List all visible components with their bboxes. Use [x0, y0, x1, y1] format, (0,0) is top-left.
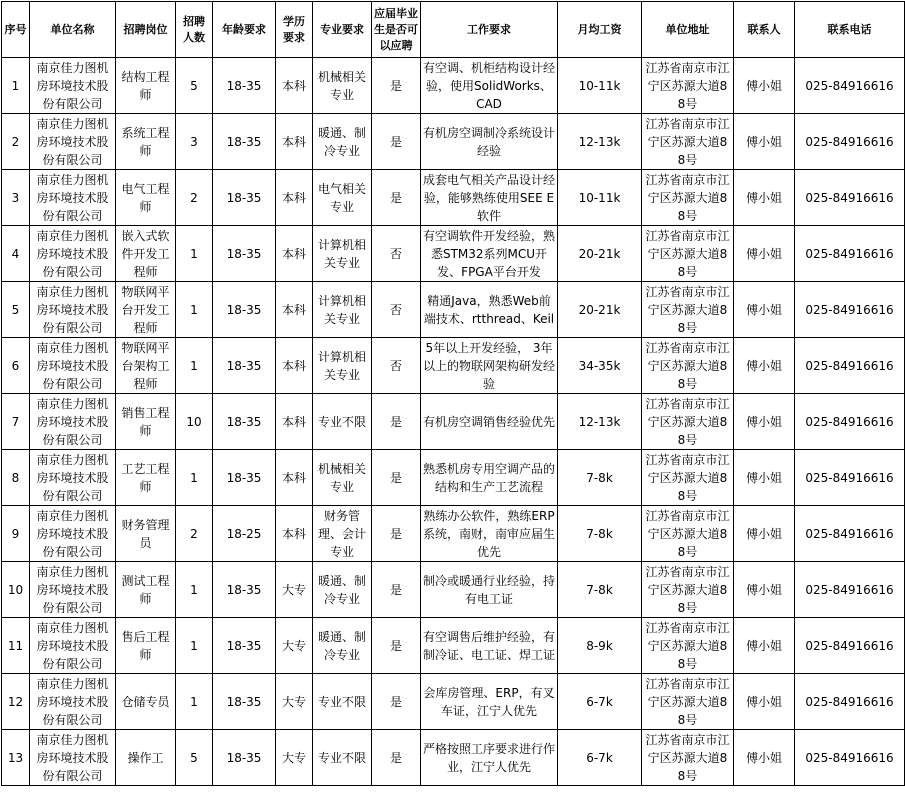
cell-company: 南京佳力图机房环境技术股份有限公司 — [30, 338, 116, 394]
cell-company: 南京佳力图机房环境技术股份有限公司 — [30, 226, 116, 282]
cell-age: 18-25 — [213, 506, 276, 562]
cell-contact: 傅小姐 — [734, 674, 795, 730]
table-row — [2, 450, 905, 506]
cell-age: 18-35 — [213, 226, 276, 282]
cell-education: 本科 — [276, 282, 313, 338]
cell-major: 计算机相关专业 — [313, 338, 372, 394]
cell-job-requirements: 有空调、机柜结构设计经验，使用SolidWorks、CAD — [421, 58, 558, 114]
cell-fresh-grad: 是 — [372, 170, 421, 226]
header-headcount: 招聘人数 — [176, 2, 213, 58]
table-body — [2, 58, 905, 786]
cell-age: 18-35 — [213, 170, 276, 226]
cell-position: 物联网平台开发工程师 — [116, 282, 176, 338]
table-row — [2, 114, 905, 170]
cell-headcount: 2 — [176, 170, 213, 226]
cell-major: 暖通、制冷专业 — [313, 618, 372, 674]
cell-salary: 20-21k — [558, 282, 642, 338]
table-row — [2, 338, 905, 394]
cell-address: 江苏省南京市江宁区苏源大道88号 — [642, 338, 734, 394]
cell-fresh-grad: 是 — [372, 394, 421, 450]
cell-phone: 025-84916616 — [795, 114, 905, 170]
cell-contact: 傅小姐 — [734, 506, 795, 562]
cell-age: 18-35 — [213, 674, 276, 730]
cell-position: 操作工 — [116, 730, 176, 786]
cell-headcount: 1 — [176, 282, 213, 338]
cell-position: 销售工程师 — [116, 394, 176, 450]
cell-contact: 傅小姐 — [734, 394, 795, 450]
cell-age: 18-35 — [213, 114, 276, 170]
cell-index: 13 — [2, 730, 30, 786]
table-row — [2, 282, 905, 338]
cell-job-requirements: 有空调售后维护经验，有制冷证、电工证、焊工证 — [421, 618, 558, 674]
cell-contact: 傅小姐 — [734, 450, 795, 506]
cell-phone: 025-84916616 — [795, 506, 905, 562]
cell-education: 本科 — [276, 394, 313, 450]
cell-major: 机械相关专业 — [313, 450, 372, 506]
cell-headcount: 1 — [176, 226, 213, 282]
cell-age: 18-35 — [213, 282, 276, 338]
cell-major: 专业不限 — [313, 730, 372, 786]
cell-address: 江苏省南京市江宁区苏源大道88号 — [642, 282, 734, 338]
cell-index: 10 — [2, 562, 30, 618]
header-age: 年龄要求 — [213, 2, 276, 58]
cell-education: 大专 — [276, 562, 313, 618]
table-row — [2, 674, 905, 730]
cell-index: 1 — [2, 58, 30, 114]
header-education: 学历要求 — [276, 2, 313, 58]
table-row — [2, 170, 905, 226]
cell-company: 南京佳力图机房环境技术股份有限公司 — [30, 450, 116, 506]
cell-fresh-grad: 是 — [372, 730, 421, 786]
cell-job-requirements: 严格按照工序要求进行作业，江宁人优先 — [421, 730, 558, 786]
cell-fresh-grad: 是 — [372, 114, 421, 170]
cell-major: 计算机相关专业 — [313, 226, 372, 282]
table-row — [2, 58, 905, 114]
cell-position: 电气工程师 — [116, 170, 176, 226]
cell-education: 大专 — [276, 674, 313, 730]
cell-index: 4 — [2, 226, 30, 282]
cell-headcount: 1 — [176, 562, 213, 618]
cell-phone: 025-84916616 — [795, 562, 905, 618]
cell-major: 暖通、制冷专业 — [313, 114, 372, 170]
cell-fresh-grad: 是 — [372, 506, 421, 562]
cell-headcount: 1 — [176, 338, 213, 394]
cell-major: 专业不限 — [313, 674, 372, 730]
cell-company: 南京佳力图机房环境技术股份有限公司 — [30, 506, 116, 562]
cell-company: 南京佳力图机房环境技术股份有限公司 — [30, 282, 116, 338]
cell-position: 工艺工程师 — [116, 450, 176, 506]
cell-company: 南京佳力图机房环境技术股份有限公司 — [30, 562, 116, 618]
cell-company: 南京佳力图机房环境技术股份有限公司 — [30, 170, 116, 226]
header-fresh-grad: 应届毕业生是否可以应聘 — [372, 2, 421, 58]
cell-contact: 傅小姐 — [734, 226, 795, 282]
cell-headcount: 2 — [176, 506, 213, 562]
cell-contact: 傅小姐 — [734, 58, 795, 114]
cell-index: 11 — [2, 618, 30, 674]
cell-company: 南京佳力图机房环境技术股份有限公司 — [30, 394, 116, 450]
cell-position: 测试工程师 — [116, 562, 176, 618]
cell-headcount: 10 — [176, 394, 213, 450]
cell-position: 财务管理员 — [116, 506, 176, 562]
header-phone: 联系电话 — [795, 2, 905, 58]
cell-phone: 025-84916616 — [795, 58, 905, 114]
cell-salary: 6-7k — [558, 730, 642, 786]
cell-job-requirements: 有空调软件开发经验，熟悉STM32系列MCU开发、FPGA平台开发 — [421, 226, 558, 282]
cell-headcount: 3 — [176, 114, 213, 170]
cell-major: 暖通、制冷专业 — [313, 562, 372, 618]
cell-headcount: 1 — [176, 450, 213, 506]
cell-address: 江苏省南京市江宁区苏源大道88号 — [642, 562, 734, 618]
table-row — [2, 618, 905, 674]
cell-job-requirements: 有机房空调制冷系统设计经验 — [421, 114, 558, 170]
cell-index: 9 — [2, 506, 30, 562]
cell-age: 18-35 — [213, 58, 276, 114]
cell-index: 12 — [2, 674, 30, 730]
cell-job-requirements: 成套电气相关产品设计经验，能够熟练使用SEE E软件 — [421, 170, 558, 226]
cell-headcount: 1 — [176, 618, 213, 674]
cell-fresh-grad: 是 — [372, 562, 421, 618]
header-major: 专业要求 — [313, 2, 372, 58]
cell-education: 本科 — [276, 450, 313, 506]
cell-salary: 12-13k — [558, 394, 642, 450]
header-position: 招聘岗位 — [116, 2, 176, 58]
cell-phone: 025-84916616 — [795, 226, 905, 282]
cell-position: 结构工程师 — [116, 58, 176, 114]
cell-contact: 傅小姐 — [734, 114, 795, 170]
cell-company: 南京佳力图机房环境技术股份有限公司 — [30, 58, 116, 114]
cell-education: 大专 — [276, 618, 313, 674]
cell-salary: 10-11k — [558, 58, 642, 114]
cell-salary: 8-9k — [558, 618, 642, 674]
cell-position: 系统工程师 — [116, 114, 176, 170]
cell-phone: 025-84916616 — [795, 170, 905, 226]
header-address: 单位地址 — [642, 2, 734, 58]
cell-contact: 傅小姐 — [734, 170, 795, 226]
cell-address: 江苏省南京市江宁区苏源大道88号 — [642, 114, 734, 170]
cell-salary: 12-13k — [558, 114, 642, 170]
header-company: 单位名称 — [30, 2, 116, 58]
table-row — [2, 562, 905, 618]
cell-major: 财务管理、会计专业 — [313, 506, 372, 562]
cell-phone: 025-84916616 — [795, 450, 905, 506]
cell-age: 18-35 — [213, 562, 276, 618]
cell-age: 18-35 — [213, 450, 276, 506]
cell-job-requirements: 熟练办公软件，熟练ERP系统，南财，南审应届生优先 — [421, 506, 558, 562]
cell-education: 大专 — [276, 730, 313, 786]
cell-job-requirements: 制冷或暖通行业经验，持有电工证 — [421, 562, 558, 618]
header-salary: 月均工资 — [558, 2, 642, 58]
cell-company: 南京佳力图机房环境技术股份有限公司 — [30, 730, 116, 786]
cell-phone: 025-84916616 — [795, 338, 905, 394]
table-row — [2, 506, 905, 562]
header-row — [2, 2, 905, 58]
cell-fresh-grad: 是 — [372, 58, 421, 114]
cell-index: 8 — [2, 450, 30, 506]
cell-headcount: 5 — [176, 730, 213, 786]
cell-education: 本科 — [276, 58, 313, 114]
cell-fresh-grad: 否 — [372, 226, 421, 282]
cell-address: 江苏省南京市江宁区苏源大道88号 — [642, 674, 734, 730]
cell-fresh-grad: 否 — [372, 338, 421, 394]
cell-age: 18-35 — [213, 730, 276, 786]
cell-index: 7 — [2, 394, 30, 450]
cell-education: 本科 — [276, 338, 313, 394]
cell-contact: 傅小姐 — [734, 338, 795, 394]
cell-phone: 025-84916616 — [795, 282, 905, 338]
cell-fresh-grad: 是 — [372, 674, 421, 730]
cell-index: 3 — [2, 170, 30, 226]
cell-salary: 6-7k — [558, 674, 642, 730]
cell-salary: 20-21k — [558, 226, 642, 282]
table-row — [2, 730, 905, 786]
cell-position: 仓储专员 — [116, 674, 176, 730]
cell-position: 嵌入式软件开发工程师 — [116, 226, 176, 282]
cell-address: 江苏省南京市江宁区苏源大道88号 — [642, 170, 734, 226]
cell-address: 江苏省南京市江宁区苏源大道88号 — [642, 226, 734, 282]
header-index: 序号 — [2, 2, 30, 58]
cell-major: 电气相关专业 — [313, 170, 372, 226]
cell-address: 江苏省南京市江宁区苏源大道88号 — [642, 58, 734, 114]
table-row — [2, 226, 905, 282]
cell-major: 专业不限 — [313, 394, 372, 450]
cell-address: 江苏省南京市江宁区苏源大道88号 — [642, 450, 734, 506]
cell-education: 本科 — [276, 226, 313, 282]
header-job-requirements: 工作要求 — [421, 2, 558, 58]
cell-phone: 025-84916616 — [795, 674, 905, 730]
cell-job-requirements: 5年以上开发经验， 3年以上的物联网架构研发经验 — [421, 338, 558, 394]
cell-contact: 傅小姐 — [734, 282, 795, 338]
cell-position: 售后工程师 — [116, 618, 176, 674]
cell-education: 本科 — [276, 170, 313, 226]
cell-address: 江苏省南京市江宁区苏源大道88号 — [642, 506, 734, 562]
cell-address: 江苏省南京市江宁区苏源大道88号 — [642, 730, 734, 786]
cell-major: 机械相关专业 — [313, 58, 372, 114]
cell-age: 18-35 — [213, 338, 276, 394]
cell-address: 江苏省南京市江宁区苏源大道88号 — [642, 618, 734, 674]
cell-fresh-grad: 否 — [372, 282, 421, 338]
cell-job-requirements: 有机房空调销售经验优先 — [421, 394, 558, 450]
cell-salary: 7-8k — [558, 506, 642, 562]
table-row — [2, 394, 905, 450]
cell-fresh-grad: 是 — [372, 618, 421, 674]
cell-age: 18-35 — [213, 394, 276, 450]
cell-education: 本科 — [276, 506, 313, 562]
cell-phone: 025-84916616 — [795, 730, 905, 786]
cell-education: 本科 — [276, 114, 313, 170]
cell-salary: 10-11k — [558, 170, 642, 226]
cell-headcount: 5 — [176, 58, 213, 114]
cell-age: 18-35 — [213, 618, 276, 674]
cell-index: 5 — [2, 282, 30, 338]
cell-fresh-grad: 是 — [372, 450, 421, 506]
cell-company: 南京佳力图机房环境技术股份有限公司 — [30, 618, 116, 674]
cell-company: 南京佳力图机房环境技术股份有限公司 — [30, 674, 116, 730]
cell-job-requirements: 精通Java，熟悉Web前端技术、rtthread、Keil — [421, 282, 558, 338]
cell-phone: 025-84916616 — [795, 394, 905, 450]
cell-index: 2 — [2, 114, 30, 170]
cell-major: 计算机相关专业 — [313, 282, 372, 338]
cell-salary: 7-8k — [558, 562, 642, 618]
cell-salary: 7-8k — [558, 450, 642, 506]
cell-phone: 025-84916616 — [795, 618, 905, 674]
cell-contact: 傅小姐 — [734, 618, 795, 674]
cell-index: 6 — [2, 338, 30, 394]
recruitment-table — [1, 1, 905, 786]
cell-salary: 34-35k — [558, 338, 642, 394]
cell-job-requirements: 会库房管理、ERP，有叉车证，江宁人优先 — [421, 674, 558, 730]
cell-company: 南京佳力图机房环境技术股份有限公司 — [30, 114, 116, 170]
cell-headcount: 1 — [176, 674, 213, 730]
cell-contact: 傅小姐 — [734, 730, 795, 786]
cell-job-requirements: 熟悉机房专用空调产品的结构和生产工艺流程 — [421, 450, 558, 506]
cell-position: 物联网平台架构工程师 — [116, 338, 176, 394]
cell-address: 江苏省南京市江宁区苏源大道88号 — [642, 394, 734, 450]
header-contact: 联系人 — [734, 2, 795, 58]
cell-contact: 傅小姐 — [734, 562, 795, 618]
